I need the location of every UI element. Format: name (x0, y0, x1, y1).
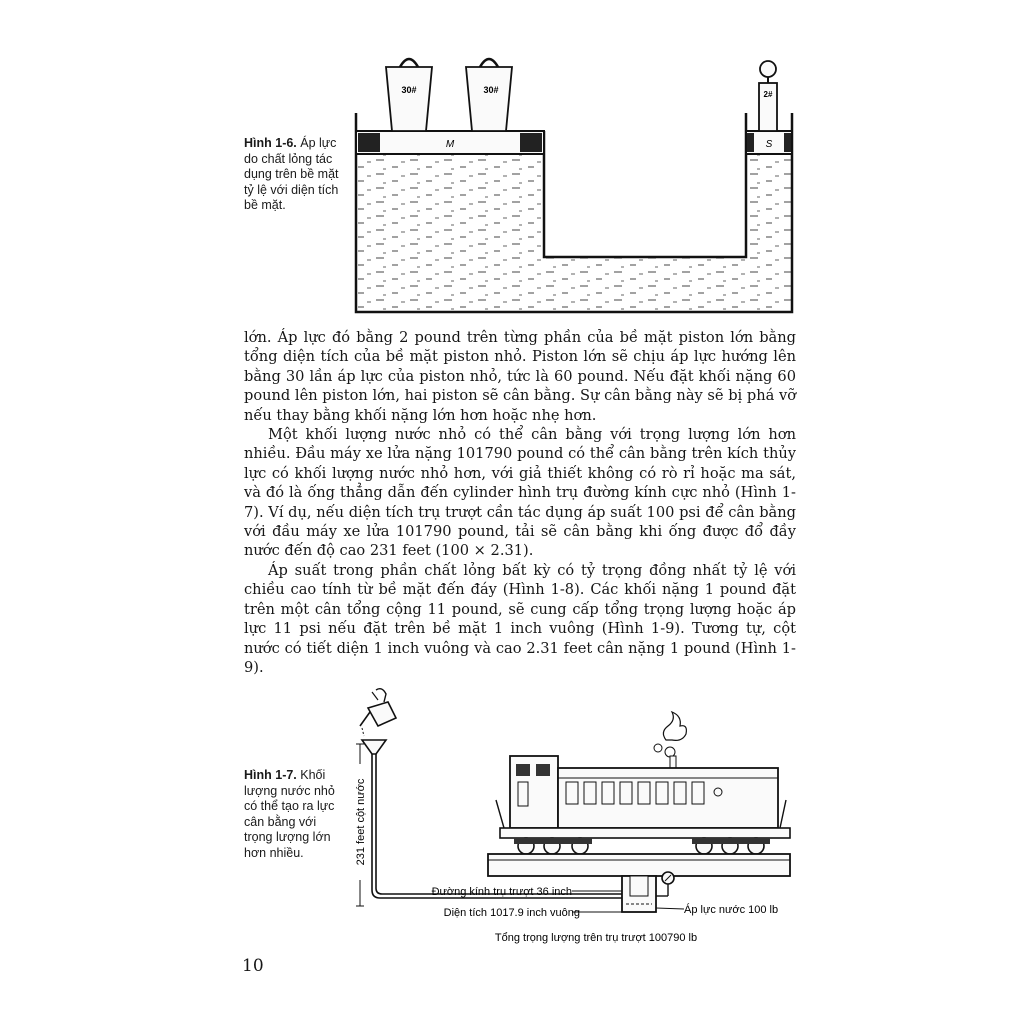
piston-large-label: M (445, 139, 455, 150)
label-ram-diameter: Đường kính trụ trượt 36 inch (431, 886, 572, 898)
locomotive (496, 712, 790, 854)
ram-platform (488, 854, 790, 876)
figure-1-6-caption-label: Hình 1-6. (244, 136, 297, 150)
weight-left-label: 30# (401, 85, 417, 95)
figure-1-7-caption (244, 768, 340, 861)
figure-1-6-hydraulic-diagram (340, 45, 810, 320)
page-number: 10 (242, 956, 264, 976)
funnel (362, 740, 386, 754)
paragraph-2: Một khối lượng nước nhỏ có thể cân bằng với trọng lượng lớn hơn nhiều. Đầu máy xe lửa nặng 101790 pound có thể cân bằng trên kích thủy lực có khối lượng nước nhỏ hơn, với giả thiết không có rò rỉ hoặc ma sát, và đó là ống thẳng dẫn đến cylinder hình trụ đường kính cực nhỏ (Hình 1-7). Ví dụ, nếu diện tích trụ trượt cần tác dụng áp suất 100 psi để cân bằng với đầu máy xe lửa 101790 pound, tải sẽ cân bằng khi ống được đổ đầy nước đến độ cao 231 feet (100 × 2.31). (244, 426, 796, 560)
figure-1-7-locomotive-diagram (340, 682, 810, 952)
weight-middle-label: 30# (483, 85, 499, 95)
figure-1-6-caption (244, 136, 344, 214)
paragraph-3: Áp suất trong phần chất lỏng bất kỳ có tỷ trọng đồng nhất tỷ lệ với chiều cao tính từ bề mặt đến đáy (Hình 1-8). Các khối nặng 1 pound đặt trên một cân tổng cộng 11 pound, sẽ cung cấp tổng trọng lượng hoặc áp lực 11 psi nếu đặt trên bề mặt 1 inch vuông (Hình 1-9). Tương tự, cột nước có tiết diện 1 inch vuông và cao 2.31 feet cân nặng 1 pound (Hình 1-9). (244, 561, 796, 676)
figure-1-6-caption-text: Áp lực do chất lỏng tác dụng trên bề mặt tỷ lệ với diện tích bề mặt. (244, 136, 339, 212)
weight-small-label: 2# (763, 90, 773, 99)
label-total-weight: Tổng trọng lượng trên trụ trượt 100790 lb (494, 932, 698, 944)
label-water-pressure: Áp lực nước 100 lb (684, 904, 779, 916)
piston-small-label: S (765, 139, 773, 150)
pitcher-icon (360, 689, 396, 736)
body-text (244, 328, 796, 677)
figure-1-7-caption-label: Hình 1-7. (244, 768, 297, 782)
weight-left (386, 67, 432, 131)
weight-middle (466, 67, 512, 131)
label-ram-area: Diện tích 1017.9 inch vuông (443, 907, 580, 919)
paragraph-1: lớn. Áp lực đó bằng 2 pound trên từng phần của bề mặt piston lớn bằng tổng diện tích của bề mặt piston nhỏ. Piston lớn sẽ chịu áp lực hướng lên bằng 30 lần áp lực của piston nhỏ, tức là 60 pound. Nếu đặt khối nặng 60 pound lên piston lớn, hai piston sẽ cân bằng. Sự cân bằng này sẽ bị phá vỡ nếu thay bằng khối nặng lớn hơn hoặc nhẹ hơn. (244, 329, 796, 424)
figure-1-7-caption-text: Khối lượng nước nhỏ có thể tạo ra lực cân bằng với trọng lượng lớn hơn nhiều. (244, 768, 335, 860)
column-height-label: 231 feet cột nước (355, 778, 367, 866)
